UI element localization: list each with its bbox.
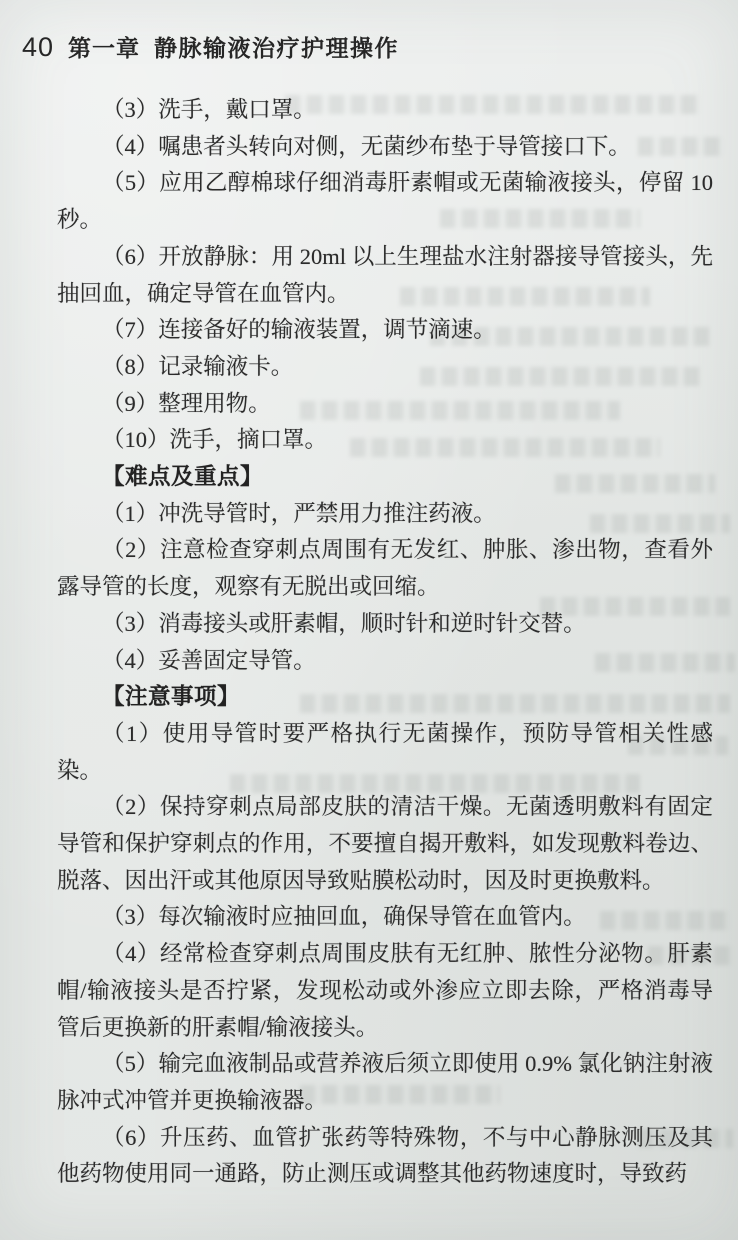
paragraph-difficulty-3: （3）消毒接头或肝素帽，顺时针和逆时针交替。 xyxy=(102,610,586,636)
paragraph-step-7: （7）连接备好的输液装置，调节滴速。 xyxy=(102,317,496,343)
page-number: 40 xyxy=(22,32,55,62)
paragraph-precaution-5: （5）输完血液制品或营养液后须立即使用 0.9% 氯化钠注射液脉冲式冲管并更换输液器。 xyxy=(57,1051,713,1113)
paragraph-step-5: （5）应用乙醇棉球仔细消毒肝素帽或无菌输液接头，停留 10 秒。 xyxy=(57,170,713,233)
paragraph-precaution-4: （4）经常检查穿刺点周围皮肤有无红肿、脓性分泌物。肝素帽/输液接头是否拧紧，发现松动或外渗应立即去除，严格消毒导管后更换新的肝素帽/输液接头。 xyxy=(57,941,713,1040)
paragraph-step-4: （4）嘱患者头转向对侧，无菌纱布垫于导管接口下。 xyxy=(102,133,631,159)
paragraph-step-8: （8）记录输液卡。 xyxy=(102,353,294,379)
chapter-label: 第一章 xyxy=(68,35,141,61)
paragraph-step-9: （9）整理用物。 xyxy=(102,390,271,416)
paragraph-difficulty-2: （2）注意检查穿刺点周围有无发红、肿胀、渗出物，查看外露导管的长度，观察有无脱出或回缩。 xyxy=(57,537,713,600)
paragraph-step-6: （6）开放静脉：用 20ml 以上生理盐水注射器接导管接头，先抽回血，确定导管在血管内。 xyxy=(57,243,713,306)
chapter-title: 静脉输液治疗护理操作 xyxy=(154,35,400,61)
paragraph-difficulty-4: （4）妥善固定导管。 xyxy=(102,647,316,673)
section-heading-precautions: 【注意事项】 xyxy=(102,684,241,710)
paragraph-step-3: （3）洗手，戴口罩。 xyxy=(102,97,316,122)
paragraph-precaution-1: （1）使用导管时要严格执行无菌操作，预防导管相关性感染。 xyxy=(57,720,713,783)
paragraph-precaution-2: （2）保持穿刺点局部皮肤的清洁干燥。无菌透明敷料有固定导管和保护穿刺点的作用，不要擅自揭开敷料，如发现敷料卷边、脱落、因出汗或其他原因导致贴膜松动时，因及时更换敷料。 xyxy=(57,794,713,893)
page-header xyxy=(22,30,399,63)
paragraph-precaution-3: （3）每次输液时应抽回血，确保导管在血管内。 xyxy=(102,904,586,930)
paragraph-precaution-6: （6）升压药、血管扩张药等特殊物，不与中心静脉测压及其他药物使用同一通路，防止测压或调整其他药物速度时，导致药 xyxy=(57,1124,713,1187)
paragraph-difficulty-1: （1）冲洗导管时，严禁用力推注药液。 xyxy=(102,500,496,526)
paragraph-step-10: （10）洗手，摘口罩。 xyxy=(102,427,328,453)
page-body xyxy=(57,92,713,1193)
section-heading-difficulties: 【难点及重点】 xyxy=(102,464,264,490)
